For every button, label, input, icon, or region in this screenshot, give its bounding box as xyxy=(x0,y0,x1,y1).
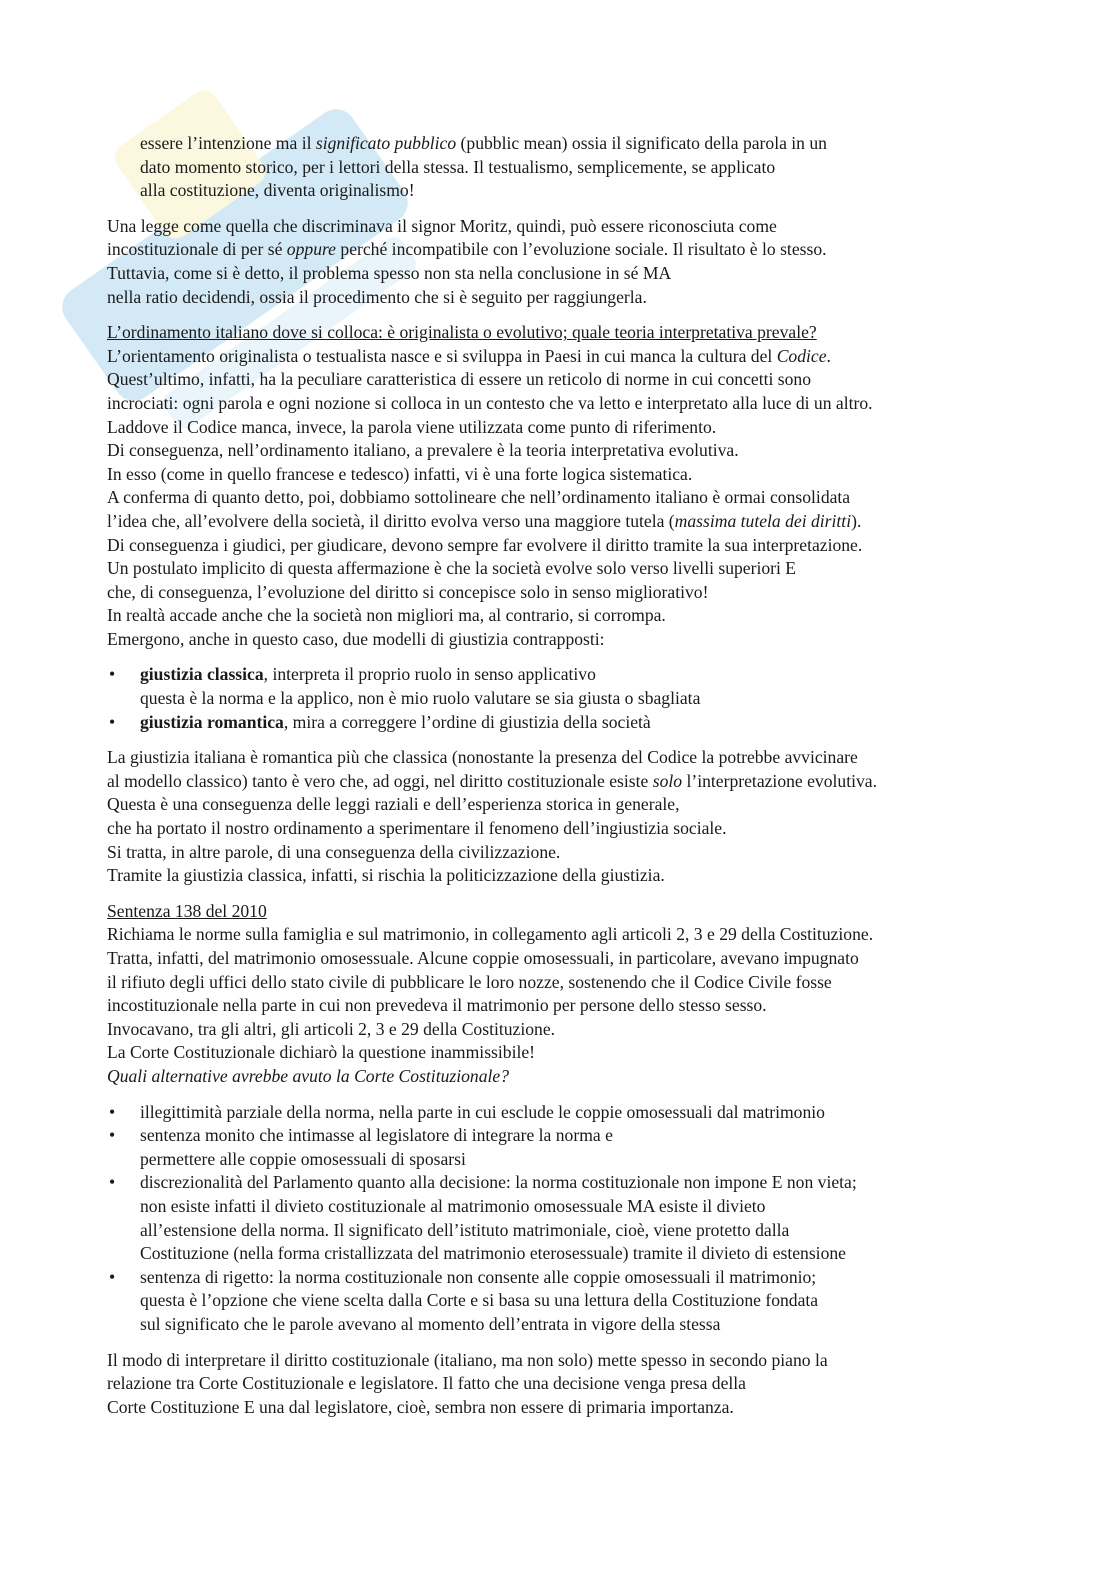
text-line: all’estensione della norma. Il significato dell’istituto matrimoniale, cioè, viene protetto dalla xyxy=(140,1219,790,1240)
term: giustizia romantica xyxy=(140,711,284,732)
bullet-icon: • xyxy=(109,1125,116,1146)
section-heading: L’ordinamento italiano dove si colloca: è originalista o evolutivo; quale teoria interpretativa prevale? xyxy=(107,322,817,343)
text-line: il rifiuto degli uffici dello stato civile di pubblicare le loro nozze, sostenendo che il Codice Civile fosse xyxy=(107,971,832,992)
bullet-icon: • xyxy=(109,711,116,732)
text-line: Una legge come quella che discriminava il signor Moritz, quindi, può essere riconosciuta come xyxy=(107,215,777,236)
text-line: Tratta, infatti, del matrimonio omosessuale. Alcune coppie omosessuali, in particolare, avevano impugnato xyxy=(107,948,859,968)
text-line: essere l’intenzione ma il significato pubblico (pubblic mean) ossia il significato della parola in un xyxy=(140,133,827,153)
text-line: relazione tra Corte Costituzionale e legislatore. Il fatto che una decisione venga presa della xyxy=(107,1373,746,1394)
intro-paragraph xyxy=(107,132,1067,203)
text-line: Si tratta, in altre parole, di una conseguenza della civilizzazione. xyxy=(107,841,561,862)
text-line: Un postulato implicito di questa affermazione è che la società evolve solo verso livelli superiori E xyxy=(107,558,797,579)
emphasis: significato pubblico xyxy=(315,133,457,153)
text-line: nella ratio decidendi, ossia il procedimento che si è seguito per raggiungerla. xyxy=(107,286,647,307)
emphasis: oppure xyxy=(286,239,336,260)
text-line: Tuttavia, come si è detto, il problema spesso non sta nella conclusione in sé MA xyxy=(107,262,672,283)
document-body xyxy=(107,132,1067,1431)
text-line: Il modo di interpretare il diritto costituzionale (italiano, ma non solo) mette spesso in secondo piano la xyxy=(107,1349,828,1370)
bullet-icon: • xyxy=(109,1172,116,1193)
text-line: incostituzionale di per sé oppure perché incompatibile con l’evoluzione sociale. Il risultato è lo stesso. xyxy=(107,239,827,260)
bullet-icon: • xyxy=(109,664,116,685)
emphasis: solo xyxy=(652,770,683,791)
bullet-icon: • xyxy=(109,1266,116,1287)
text-line: questa è la norma e la applico, non è mio ruolo valutare se sia giusta o sbagliata xyxy=(140,688,701,709)
text-line: L’orientamento originalista o testualista nasce e si sviluppa in Paesi in cui manca la cultura del Codice. xyxy=(107,345,831,366)
text-line: dato momento storico, per i lettori della stessa. Il testualismo, semplicemente, se applicato xyxy=(140,156,776,177)
text-line: alla costituzione, diventa originalismo! xyxy=(140,180,415,201)
text-line: Tramite la giustizia classica, infatti, si rischia la politicizzazione della giustizia. xyxy=(107,865,665,886)
text-line: al modello classico) tanto è vero che, ad oggi, nel diritto costituzionale esiste solo l’interpretazione evolutiva. xyxy=(107,770,877,791)
text-line: sentenza di rigetto: la norma costituzionale non consente alle coppie omosessuali il matrimonio; xyxy=(140,1266,817,1287)
list-item xyxy=(107,1171,1067,1265)
text-line: sul significato che le parole avevano al momento dell’entrata in vigore della stessa xyxy=(140,1313,721,1334)
text-line: Corte Costituzione E una dal legislatore, cioè, sembra non essere di primaria importanza. xyxy=(107,1396,734,1417)
list-item xyxy=(107,1101,1067,1125)
paragraph-moritz xyxy=(107,215,1067,309)
text-line: Richiama le norme sulla famiglia e sul matrimonio, in collegamento agli articoli 2, 3 e 29 della Costituzione. xyxy=(107,924,874,945)
bullet-icon: • xyxy=(109,1101,116,1122)
list-item xyxy=(107,1124,1067,1171)
text-line: discrezionalità del Parlamento quanto alla decisione: la norma costituzionale non impone E non vieta; xyxy=(140,1172,857,1193)
text-line: Questa è una conseguenza delle leggi raziali e dell’esperienza storica in generale, xyxy=(107,794,680,815)
list-item: • giustizia romantica, mira a correggere l’ordine di giustizia della società xyxy=(107,711,1067,735)
alternatives-list xyxy=(107,1101,1067,1337)
text-line: Laddove il Codice manca, invece, la parola viene utilizzata come punto di riferimento. xyxy=(107,416,717,437)
text-line: illegittimità parziale della norma, nella parte in cui esclude le coppie omosessuali dal matrimonio xyxy=(140,1101,825,1122)
text-line: permettere alle coppie omosessuali di sposarsi xyxy=(140,1148,466,1169)
term: giustizia classica xyxy=(140,664,264,685)
text-line: l’idea che, all’evolvere della società, il diritto evolva verso una maggiore tutela (massima tutela dei diritti). xyxy=(107,510,862,531)
list-item xyxy=(107,1266,1067,1337)
justice-models-list xyxy=(107,663,1067,734)
text-line: La Corte Costituzionale dichiarò la questione inammissibile! xyxy=(107,1042,536,1063)
section-heading: Sentenza 138 del 2010 xyxy=(107,900,267,921)
text-line: incostituzionale nella parte in cui non prevedeva il matrimonio per persone dello stesso sesso. xyxy=(107,995,767,1016)
question-line: Quali alternative avrebbe avuto la Corte Costituzionale? xyxy=(107,1065,510,1086)
text-line: Quest’ultimo, infatti, ha la peculiare caratteristica di essere un reticolo di norme in cui concetti sono xyxy=(107,369,811,390)
text-line: Di conseguenza, nell’ordinamento italiano, a prevalere è la teoria interpretativa evolutiva. xyxy=(107,440,739,461)
text-line: Emergono, anche in questo caso, due modelli di giustizia contrapposti: xyxy=(107,628,605,649)
text-line: In esso (come in quello francese e tedesco) infatti, vi è una forte logica sistematica. xyxy=(107,463,693,484)
text-line: La giustizia italiana è romantica più che classica (nonostante la presenza del Codice la potrebbe avvicinare xyxy=(107,747,858,768)
text-line: non esiste infatti il divieto costituzionale al matrimonio omosessuale MA esiste il divieto xyxy=(140,1195,766,1216)
paragraph-conclusion xyxy=(107,1349,1067,1420)
text-line: sentenza monito che intimasse al legislatore di integrare la norma e xyxy=(140,1125,613,1146)
text-line: Costituzione (nella forma cristallizzata del matrimonio eterosessuale) tramite il divieto di estensione xyxy=(140,1243,846,1264)
section-ordinamento xyxy=(107,321,1067,651)
text-line: Invocavano, tra gli altri, gli articoli 2, 3 e 29 della Costituzione. xyxy=(107,1018,556,1039)
section-sentenza xyxy=(107,900,1067,1089)
text-line: incrociati: ogni parola e ogni nozione si colloca in un contesto che va letto e interpretato alla luce di un altro. xyxy=(107,392,873,413)
list-item: • giustizia classica, interpreta il proprio ruolo in senso applicativo questa è la norma e la applico, non è mio ruolo valutare se sia giusta o sbagliata xyxy=(107,663,1067,710)
emphasis: massima tutela dei diritti xyxy=(674,510,852,531)
text-line: che, di conseguenza, l’evoluzione del diritto si concepisce solo in senso migliorativo! xyxy=(107,581,709,602)
text-line: Di conseguenza i giudici, per giudicare, devono sempre far evolvere il diritto tramite la sua interpretazione. xyxy=(107,534,863,555)
text-line: A conferma di quanto detto, poi, dobbiamo sottolineare che nell’ordinamento italiano è ormai consolidata xyxy=(107,487,851,508)
paragraph-giustizia-italiana xyxy=(107,746,1067,888)
text-line: questa è l’opzione che viene scelta dalla Corte e si basa su una lettura della Costituzione fondata xyxy=(140,1290,819,1311)
emphasis: Codice xyxy=(776,345,827,366)
text-line: In realtà accade anche che la società non migliori ma, al contrario, si corrompa. xyxy=(107,605,666,626)
text-line: che ha portato il nostro ordinamento a sperimentare il fenomeno dell’ingiustizia sociale. xyxy=(107,818,727,839)
